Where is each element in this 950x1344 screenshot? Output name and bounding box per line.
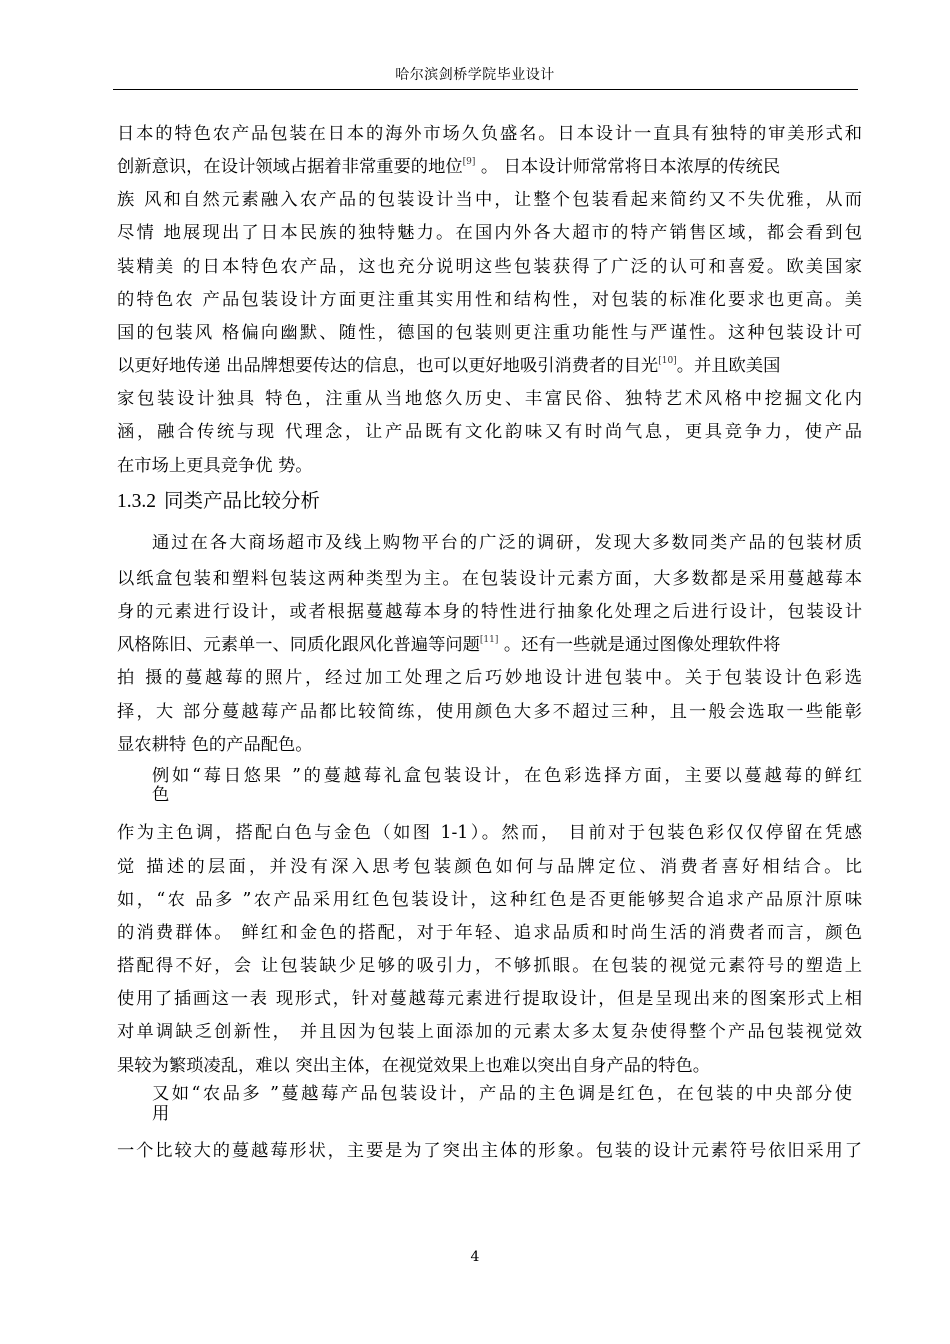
citation-ref: [11] xyxy=(479,635,499,645)
section-number: 1.3.2 xyxy=(117,491,156,512)
text-line: 的消费群体。 鲜红和金色的搭配，对于年轻、追求品质和时尚生活的消费者而言，颜色 xyxy=(117,923,862,943)
citation-ref: [10] xyxy=(658,356,677,366)
text-line: 色 xyxy=(152,785,170,805)
text-line: 显农耕特 色的产品配色。 xyxy=(117,735,313,755)
text-line: 创新意识，在设计领域占据着非常重要的地位[9] 。 日本设计师常常将日本浓厚的传统民 xyxy=(117,157,781,177)
text-line: 日本的特色农产品包装在日本的海外市场久负盛名。日本设计一直具有独特的审美形式和 xyxy=(117,124,862,144)
text-line: 拍 摄的蔓越莓的照片，经过加工处理之后巧妙地设计进包装中。关于包装设计色彩选 xyxy=(117,668,862,688)
citation-ref: [9] xyxy=(462,157,476,167)
text-line: 择，大 部分蔓越莓产品都比较简练，使用颜色大多不超过三种，且一般会选取一些能彰 xyxy=(117,702,862,722)
text-line: 用 xyxy=(152,1104,170,1124)
text-line: 家包装设计独具 特色，注重从当地悠久历史、丰富民俗、独特艺术风格中挖掘文化内 xyxy=(117,389,862,409)
text-line: 例如“莓日悠果 ”的蔓越莓礼盒包装设计，在色彩选择方面，主要以蔓越莓的鲜红 xyxy=(152,766,862,786)
text-line: 对单调缺乏创新性， 并且因为包装上面添加的元素太多太复杂使得整个产品包装视觉效 xyxy=(117,1022,862,1042)
text-line: 又如“农品多 ”蔓越莓产品包装设计，产品的主色调是红色，在包装的中央部分使 xyxy=(152,1084,852,1104)
text-line: 的特色农 产品包装设计方面更注重其实用性和结构性，对包装的标准化要求也更高。美 xyxy=(117,290,862,310)
text-line: 作为主色调，搭配白色与金色（如图 1-1）。然而， 目前对于包装色彩仅仅停留在凭感 xyxy=(117,823,862,843)
text-line: 尽情 地展现出了日本民族的独特魅力。在国内外各大超市的特产销售区域，都会看到包 xyxy=(117,223,862,243)
text-line: 一个比较大的蔓越莓形状，主要是为了突出主体的形象。包装的设计元素符号依旧采用了 xyxy=(117,1141,862,1161)
text-line: 果较为繁琐凌乱，难以 突出主体，在视觉效果上也难以突出自身产品的特色。 xyxy=(117,1056,711,1076)
text-line: 以纸盒包装和塑料包装这两种类型为主。在包装设计元素方面，大多数都是采用蔓越莓本 xyxy=(117,569,862,589)
text-line: 以更好地传递 出品牌想要传达的信息，也可以更好地吸引消费者的目光[10]。并且欧美国 xyxy=(117,356,781,376)
text-line: 身的元素进行设计，或者根据蔓越莓本身的特性进行抽象化处理之后进行设计，包装设计 xyxy=(117,602,862,622)
text-line: 在市场上更具竞争优 势。 xyxy=(117,456,313,476)
page-number: 4 xyxy=(470,1249,480,1265)
page-header-title: 哈尔滨剑桥学院毕业设计 xyxy=(395,67,555,83)
text-line: 使用了插画这一表 现形式，针对蔓越莓元素进行提取设计，但是呈现出来的图案形式上相 xyxy=(117,989,862,1009)
section-heading xyxy=(117,488,320,515)
text-line: 装精美 的日本特色农产品，这也充分说明这些包装获得了广泛的认可和喜爱。欧美国家 xyxy=(117,257,862,277)
text-line: 搭配得不好，会 让包装缺少足够的吸引力，不够抓眼。在包装的视觉元素符号的塑造上 xyxy=(117,956,862,976)
text-line: 国的包装风 格偏向幽默、随性，德国的包装则更注重功能性与严谨性。这种包装设计可 xyxy=(117,323,862,343)
text-line: 风格陈旧、元素单一、同质化跟风化普遍等问题[11] 。还有一些就是通过图像处理软件将 xyxy=(117,635,781,655)
text-line: 如，“农 品多 ”农产品采用红色包装设计，这种红色是否更能够契合追求产品原汁原味 xyxy=(117,890,862,910)
header-divider xyxy=(113,89,858,90)
text-line: 族 风和自然元素融入农产品的包装设计当中，让整个包装看起来简约又不失优雅，从而 xyxy=(117,190,862,210)
text-line: 涵，融合传统与现 代理念，让产品既有文化韵味又有时尚气息，更具竞争力，使产品 xyxy=(117,422,862,442)
text-line: 通过在各大商场超市及线上购物平台的广泛的调研，发现大多数同类产品的包装材质 xyxy=(152,533,862,553)
section-title: 同类产品比较分析 xyxy=(164,489,321,512)
text-line: 觉 描述的层面，并没有深入思考包装颜色如何与品牌定位、消费者喜好相结合。比 xyxy=(117,857,862,877)
